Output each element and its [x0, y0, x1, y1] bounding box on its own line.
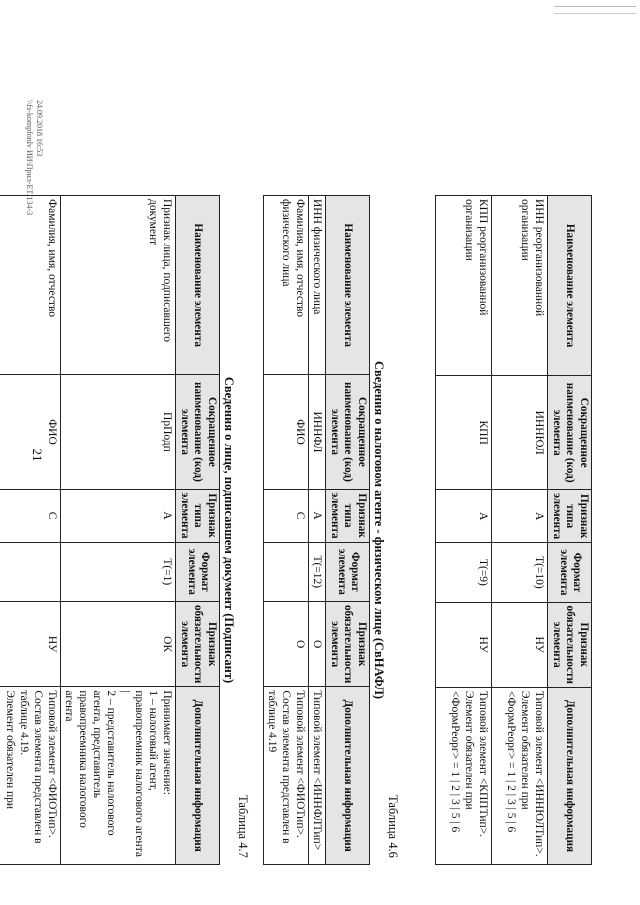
- info-line: Состав элемента представлен в таблице 4.19.: [17, 690, 44, 844]
- header-format: Формат элемента: [176, 542, 220, 601]
- header-info: Дополнительная информация: [548, 687, 592, 864]
- cell-info: [263, 687, 308, 865]
- table-4-7-label: Таблица 4.7: [236, 795, 250, 858]
- table-row: [60, 196, 175, 865]
- cell-info: [0, 687, 60, 865]
- cell-type: С: [263, 489, 308, 542]
- header-name: Наименование элемента: [548, 196, 592, 376]
- info-line: Элемент обязателен при: [3, 690, 16, 810]
- cell-required: О: [263, 601, 308, 686]
- cell-format: T(=12): [309, 542, 326, 601]
- cell-info: [436, 687, 492, 864]
- table-4-7: [0, 195, 220, 865]
- header-required: Признак обязательности элемента: [548, 602, 592, 687]
- header-name: Наименование элемента: [176, 196, 220, 375]
- print-stamp-date: 24.09.2018 16:53: [35, 100, 44, 157]
- cell-required: НУ: [436, 602, 492, 687]
- info-line: <ФормРеорг> = 1 | 2 | 3 | 5 | 6: [505, 690, 517, 833]
- cell-name: ИНН физического лица: [309, 196, 326, 375]
- table-header-row: [176, 196, 220, 865]
- table-4-6-label: Таблица 4.6: [386, 795, 400, 858]
- info-line: Принимает значение:: [161, 690, 174, 795]
- cell-type: А: [309, 489, 326, 542]
- header-code: Сокращенное наименование (код) элемента: [176, 375, 220, 489]
- cell-format: T(=9): [436, 543, 492, 602]
- cell-code: ФИО: [0, 375, 60, 489]
- cell-info: [492, 687, 548, 864]
- table-4-5-continuation: [435, 195, 592, 865]
- cell-info: [309, 687, 326, 865]
- header-type: Признак типа элемента: [548, 490, 592, 543]
- table-header-row: [326, 196, 370, 865]
- info-line: <ФормРеорг> = 1 | 2 | 3 | 5 | 6: [449, 690, 461, 833]
- info-line: Состав элемента представлен в таблице 4.19: [265, 690, 292, 844]
- cell-type: А: [436, 490, 492, 543]
- info-line: 1 – налоговый агент, правопреемник налогового агента |: [118, 690, 160, 857]
- cell-name: Признак лица, подписавшего документ: [60, 196, 175, 375]
- info-line: Типовой элемент <ФИОТип>.: [294, 690, 307, 838]
- cell-code: КПП: [436, 376, 492, 490]
- header-required: Признак обязательности элемента: [326, 601, 370, 686]
- cell-code: ИННФЛ: [309, 375, 326, 489]
- cell-type: А: [492, 490, 548, 543]
- page-number: 21: [30, 448, 45, 462]
- header-code: Сокращенное наименование (код) элемента: [326, 375, 370, 489]
- header-format: Формат элемента: [548, 543, 592, 602]
- table-header-row: [548, 196, 592, 865]
- cell-required: НУ: [0, 601, 60, 686]
- table-4-7-caption: Сведения о лице, подписавшем документ (Подписант): [222, 376, 236, 684]
- cell-name: Фамилия, имя, отчество физического лица: [263, 196, 308, 375]
- cell-required: ОК: [60, 601, 175, 686]
- table-4-6: [263, 195, 370, 865]
- info-line: Типовой элемент <ИННФЛТип>: [311, 690, 324, 851]
- header-required: Признак обязательности элемента: [176, 601, 220, 686]
- print-stamp: [23, 100, 44, 215]
- cell-code: ПрПодп: [60, 375, 175, 489]
- cell-format: [263, 542, 308, 601]
- cell-name: ИНН реорганизованной организации: [492, 196, 548, 376]
- cell-code: ИННЮЛ: [492, 376, 548, 490]
- header-name: Наименование элемента: [326, 196, 370, 375]
- table-row: [263, 196, 308, 865]
- header-type: Признак типа элемента: [326, 489, 370, 542]
- table-4-6-caption: Сведения о налоговом агенте - физическом лице (СвНАФЛ): [372, 360, 386, 700]
- info-line: Элемент обязателен при: [463, 690, 476, 810]
- header-info: Дополнительная информация: [176, 687, 220, 865]
- cell-name: КПП реорганизованной организации: [436, 196, 492, 376]
- table-row: [436, 196, 492, 865]
- cell-info: [60, 687, 175, 865]
- header-format: Формат элемента: [326, 542, 370, 601]
- cell-name: Фамилия, имя, отчество: [0, 196, 60, 375]
- info-line: Элемент обязателен при: [519, 690, 532, 810]
- cell-code: ФИО: [263, 375, 308, 489]
- header-type: Признак типа элемента: [176, 489, 220, 542]
- cell-type: А: [60, 489, 175, 542]
- header-code: Сокращенное наименование (код) элемента: [548, 376, 592, 490]
- cell-required: О: [309, 601, 326, 686]
- table-row: [309, 196, 326, 865]
- print-stamp-path: \\fs-kompfonlv ИИ\Прил-ЕТ/134-3: [24, 100, 34, 216]
- cell-format: T(=10): [492, 543, 548, 602]
- cell-format: T(=1): [60, 542, 175, 601]
- cell-required: НУ: [492, 602, 548, 687]
- info-line: Типовой элемент <ИННЮЛТип>.: [533, 690, 546, 857]
- info-line: Типовой элемент <ФИОТип>.: [45, 690, 58, 838]
- info-line: 2 – представитель налогового агента, представитель правопреемника налогового агента: [62, 690, 117, 836]
- cell-format: [0, 542, 60, 601]
- table-row: [0, 196, 60, 865]
- cell-type: С: [0, 489, 60, 542]
- info-line: Типовой элемент <КППТип>.: [477, 690, 490, 837]
- header-info: Дополнительная информация: [326, 687, 370, 865]
- table-row: [492, 196, 548, 865]
